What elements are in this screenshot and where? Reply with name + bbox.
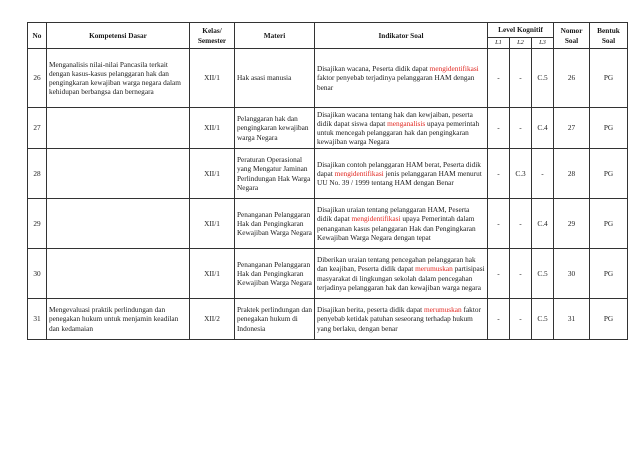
cell-nomor: 30 xyxy=(554,249,590,299)
cell-nomor: 26 xyxy=(554,49,590,108)
cell-materi: Peraturan Operasional yang Mengatur Jaminan Perlindungan Hak Warga Negara xyxy=(235,149,315,199)
indikator-text: Disajikan contoh pelanggaran HAM berat, Peserta didik dapat xyxy=(317,159,481,178)
cell-kompetensi-dasar xyxy=(47,108,190,149)
table-row xyxy=(28,299,628,340)
header-l3: L3 xyxy=(532,38,554,49)
indikator-text: upaya Pemerintah dalam penanganan kasus pelanggaran Hak dan Pengingkaran Kewajiban Warga Negara dengan tepat xyxy=(317,214,476,242)
header-no: No xyxy=(28,23,47,49)
cell-l2: - xyxy=(510,49,532,108)
indikator-text: partisipasi masyarakat di lingkungan sekolah dalam pencegahan terjadinya pelanggaran hak dan kewajiban warga negara xyxy=(317,264,485,292)
cell-l1: - xyxy=(488,108,510,149)
cell-kelas: XII/1 xyxy=(190,249,235,299)
header-indikator-soal: Indikator Soal xyxy=(315,23,488,49)
indikator-keyword: menganalisis xyxy=(387,118,426,128)
cell-materi: Penanganan Pelanggaran Hak dan Pengingkaran Kewajiban Warga Negara xyxy=(235,199,315,249)
header-bentuk-soal: Bentuk Soal xyxy=(590,23,628,49)
cell-indikator xyxy=(315,199,488,249)
cell-kompetensi-dasar: Mengevaluasi praktik perlindungan dan penegakan hukum untuk menjamin keadilan dan kedamaian xyxy=(47,299,190,340)
indikator-text: Disajikan berita, peserta didik dapat xyxy=(317,305,424,315)
cell-kompetensi-dasar: Menganalisis nilai-nilai Pancasila terkait dengan kasus-kasus pelanggaran hak dan pengingkaran kewajiban warga negara dalam kehidupan berbangsa dan bernegara xyxy=(47,49,190,108)
indikator-text: upaya pemerintah untuk mencegah pelanggaran hak dan pengingkaran kewajiban warga Negara xyxy=(317,118,480,147)
cell-l1: - xyxy=(488,149,510,199)
header-l2: L2 xyxy=(510,38,532,49)
cell-bentuk: PG xyxy=(590,149,628,199)
cell-indikator xyxy=(315,149,488,199)
cell-kompetensi-dasar xyxy=(47,249,190,299)
cell-indikator xyxy=(315,249,488,299)
cell-no: 27 xyxy=(28,108,47,149)
cell-l1: - xyxy=(488,249,510,299)
cell-indikator xyxy=(315,299,488,340)
cell-no: 31 xyxy=(28,299,47,340)
cell-kompetensi-dasar xyxy=(47,149,190,199)
header-row xyxy=(28,23,628,38)
cell-nomor: 27 xyxy=(554,108,590,149)
table-row xyxy=(28,199,628,249)
cell-kelas: XII/1 xyxy=(190,149,235,199)
table-row xyxy=(28,108,628,149)
cell-indikator xyxy=(315,49,488,108)
header-kompetensi-dasar: Kompetensi Dasar xyxy=(47,23,190,49)
indikator-keyword: merumuskan xyxy=(415,264,453,274)
header-kelas-semester: Kelas/ Semester xyxy=(190,23,235,49)
cell-bentuk: PG xyxy=(590,249,628,299)
cell-materi: Penanganan Pelanggaran Hak dan Pengingkaran Kewajiban Warga Negara xyxy=(235,249,315,299)
cell-nomor: 31 xyxy=(554,299,590,340)
cell-bentuk: PG xyxy=(590,299,628,340)
indikator-text: Disajikan wacana tentang hak dan kewjaiban, peserta didik dapat siswa dapat xyxy=(317,109,473,128)
indikator-text: Disajikan uraian tentang pelanggaran HAM, Peserta didik dapat xyxy=(317,205,470,224)
indikator-keyword: mengidentifikasi xyxy=(351,214,401,224)
indikator-text: jenis pelanggaran HAM menurut UU No. 39 / 1999 tentang HAM dengan Benar xyxy=(317,168,482,188)
cell-no: 28 xyxy=(28,149,47,199)
cell-indikator xyxy=(315,108,488,149)
cell-kelas: XII/1 xyxy=(190,199,235,249)
cell-l2: - xyxy=(510,299,532,340)
cell-nomor: 29 xyxy=(554,199,590,249)
cell-l3: C.4 xyxy=(532,108,554,149)
cell-l3: C.5 xyxy=(532,299,554,340)
cell-bentuk: PG xyxy=(590,49,628,108)
cell-l3: C.5 xyxy=(532,249,554,299)
table-row xyxy=(28,49,628,108)
indikator-text: faktor penyebab terjadinya pelanggaran HAM dengan benar xyxy=(317,73,475,92)
table-row xyxy=(28,149,628,199)
cell-l2: - xyxy=(510,108,532,149)
cell-l2: - xyxy=(510,199,532,249)
indikator-keyword: mengidentifikasi xyxy=(334,168,384,178)
header-level-kognitif: Level Kognitif xyxy=(488,23,554,38)
cell-no: 26 xyxy=(28,49,47,108)
table-row xyxy=(28,249,628,299)
cell-l2: C.3 xyxy=(510,149,532,199)
cell-no: 30 xyxy=(28,249,47,299)
cell-kelas: XII/1 xyxy=(190,108,235,149)
cell-kelas: XII/2 xyxy=(190,299,235,340)
cell-l1: - xyxy=(488,199,510,249)
cell-materi: Praktek perlindungan dan penegakan hukum di Indonesia xyxy=(235,299,315,340)
indikator-text: faktor penyebab ketidak patuhan seseorang terhadap hukum yang berlaku, dengan benar xyxy=(317,305,481,333)
indikator-text: Diberikan uraian tentang pencegahan pelanggaran hak dan keajiban, Peserta didik dapat xyxy=(317,255,476,274)
kisi-kisi-table xyxy=(27,22,628,340)
cell-no: 29 xyxy=(28,199,47,249)
cell-l3: - xyxy=(532,149,554,199)
cell-bentuk: PG xyxy=(590,199,628,249)
cell-l3: C.5 xyxy=(532,49,554,108)
header-l1: L1 xyxy=(488,38,510,49)
header-materi: Materi xyxy=(235,23,315,49)
cell-l3: C.4 xyxy=(532,199,554,249)
indikator-text: Disajikan wacana, Peserta didik dapat xyxy=(317,64,430,74)
cell-kelas: XII/1 xyxy=(190,49,235,108)
cell-nomor: 28 xyxy=(554,149,590,199)
cell-materi: Hak asasi manusia xyxy=(235,49,315,108)
cell-l1: - xyxy=(488,299,510,340)
cell-materi: Pelanggaran hak dan pengingkaran kewajiban warga Negara xyxy=(235,108,315,149)
cell-bentuk: PG xyxy=(590,108,628,149)
header-nomor-soal: Nomor Soal xyxy=(554,23,590,49)
cell-l1: - xyxy=(488,49,510,108)
cell-l2: - xyxy=(510,249,532,299)
cell-kompetensi-dasar xyxy=(47,199,190,249)
indikator-keyword: merumuskan xyxy=(423,305,462,315)
indikator-keyword: mengidentifikasi xyxy=(429,64,479,74)
